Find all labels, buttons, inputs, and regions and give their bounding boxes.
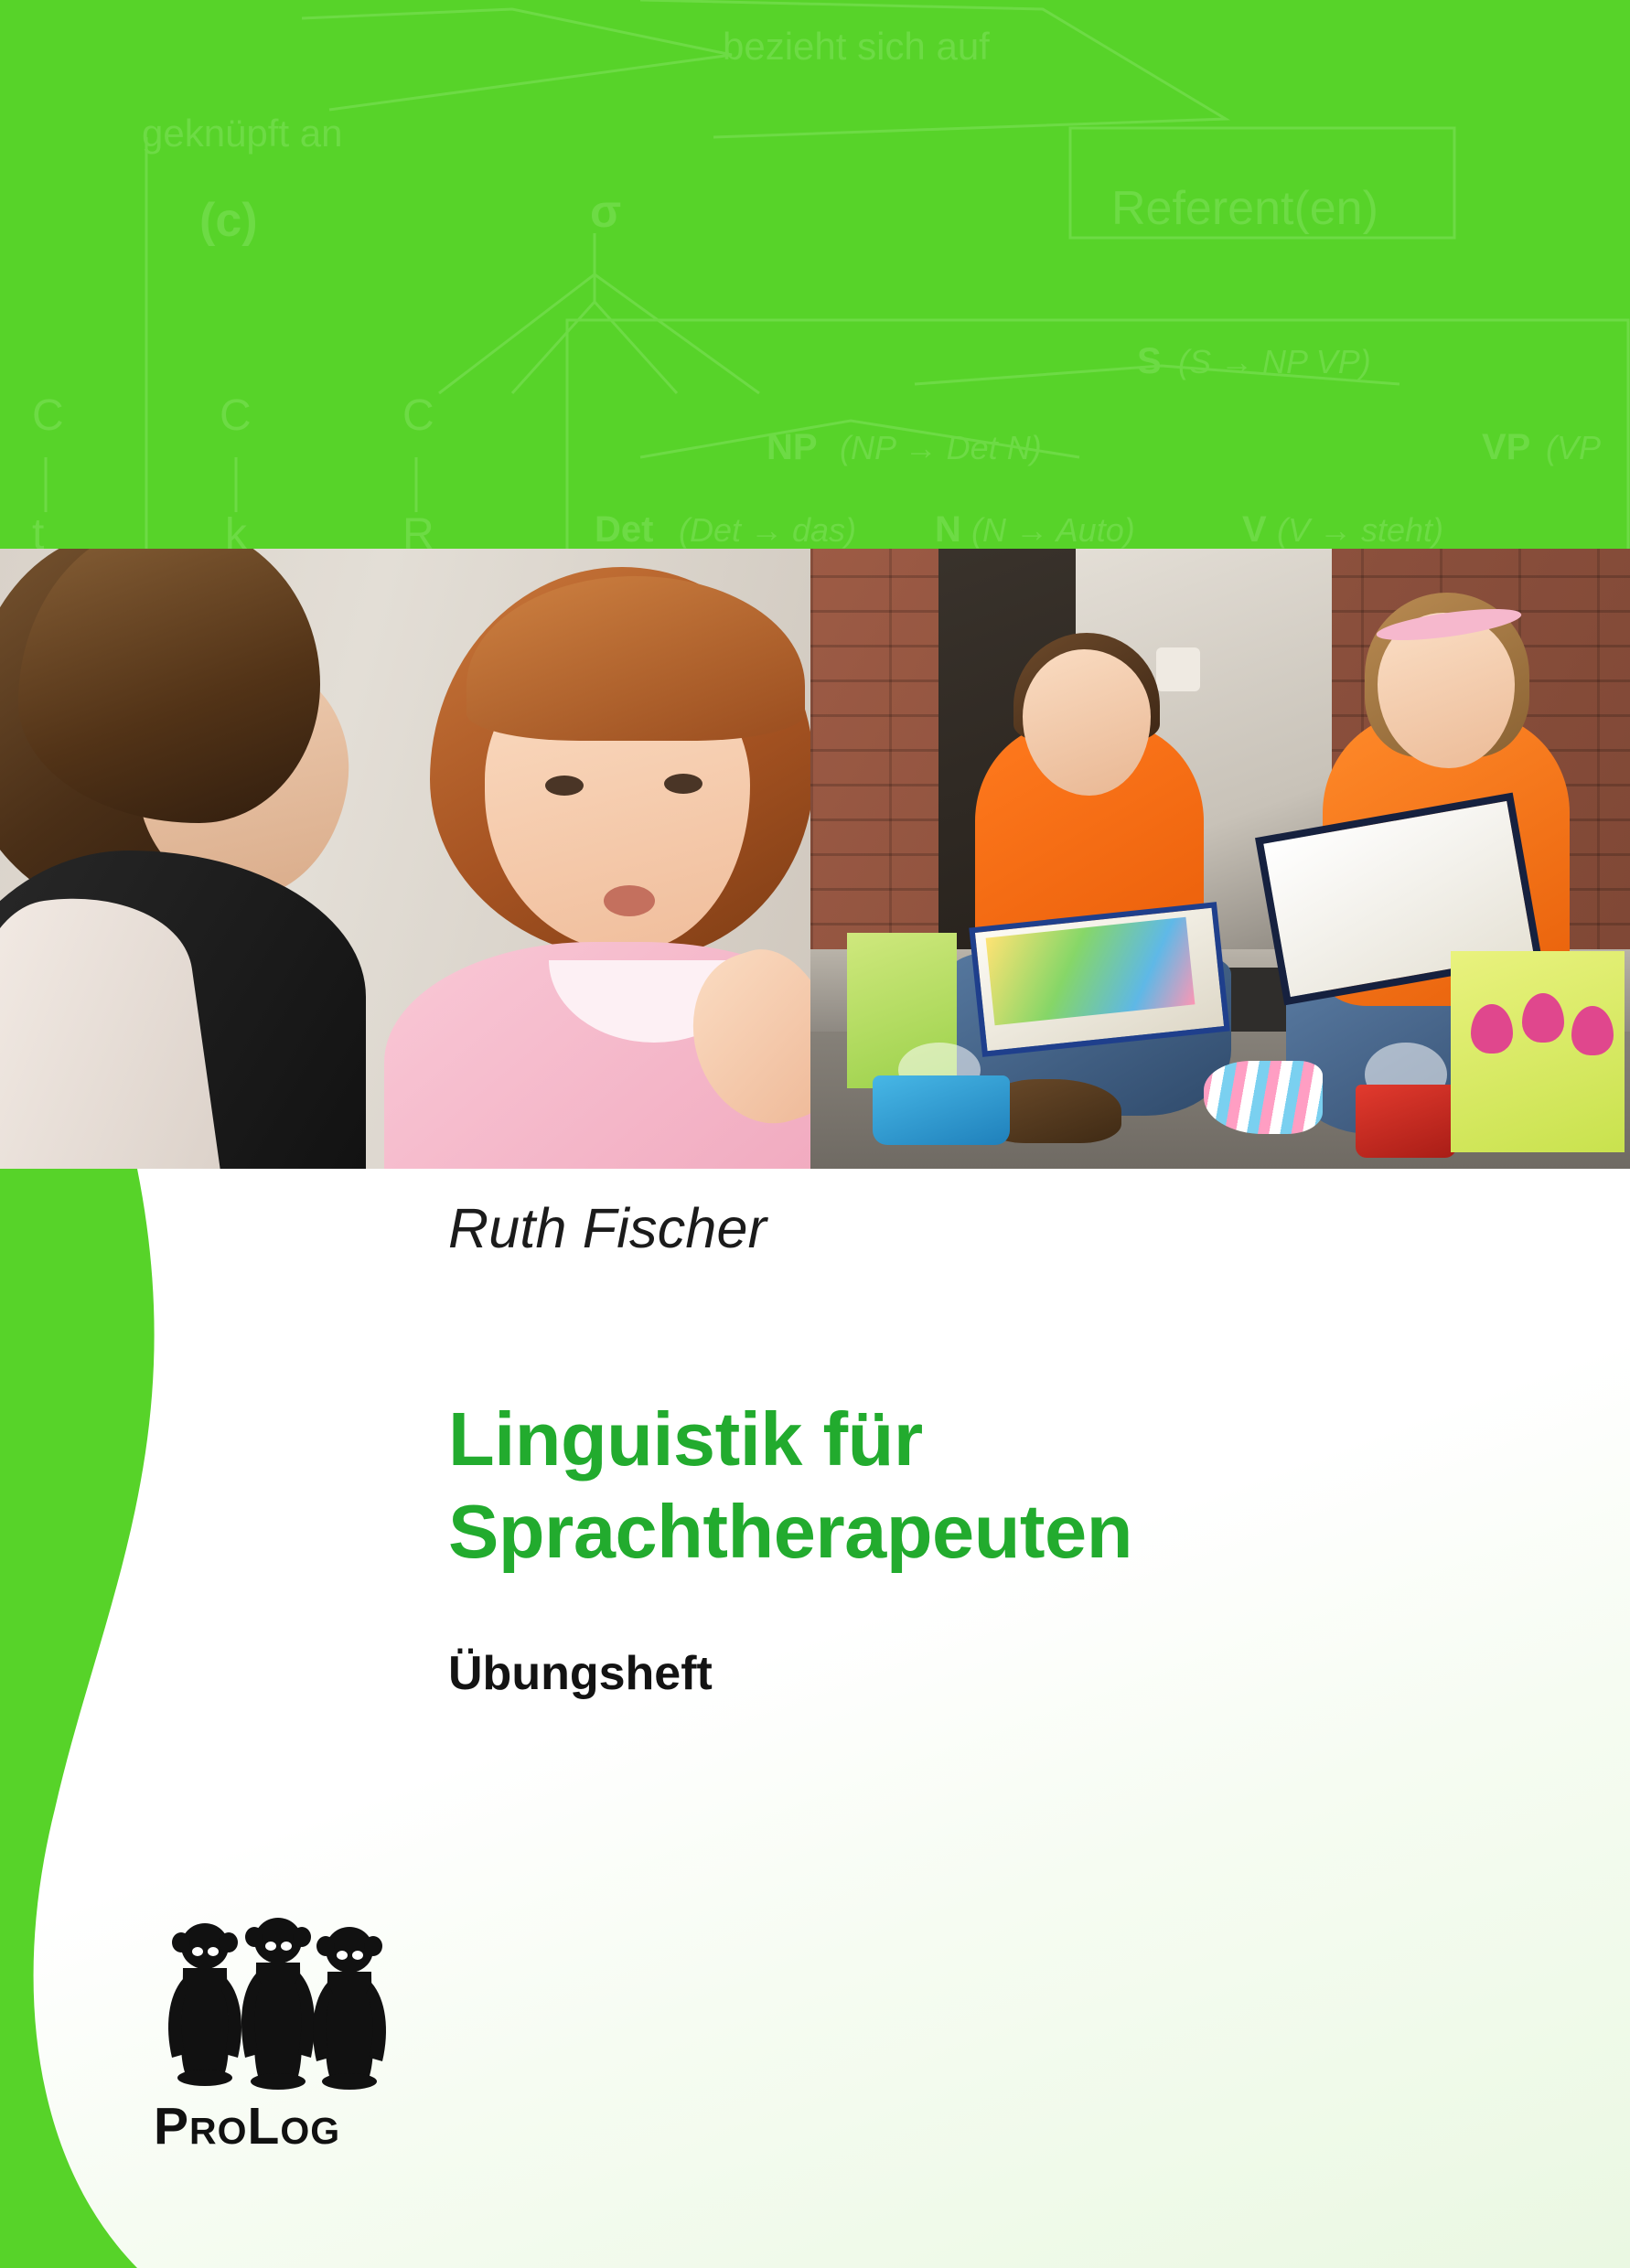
svg-text:C: C [402, 391, 434, 440]
svg-text:V: V [1242, 509, 1267, 549]
svg-text:bezieht sich auf: bezieht sich auf [723, 25, 990, 68]
publisher-name-l: L [247, 2097, 281, 2156]
publisher-name-og: OG [280, 2110, 341, 2152]
svg-text:C: C [32, 391, 64, 440]
publisher-logo [154, 1911, 501, 2186]
photo-therapist-and-child [0, 549, 810, 1169]
svg-text:Det: Det [595, 509, 654, 549]
book-title-line-2: Sprachtherapeuten [448, 1489, 1132, 1575]
svg-text:C: C [220, 391, 252, 440]
publisher-name-p: P [154, 2097, 190, 2156]
cover-text-block [448, 1196, 1546, 1701]
book-title [448, 1393, 1546, 1578]
cover-photo-strip [0, 549, 1630, 1169]
svg-text:N: N [935, 509, 961, 549]
book-subtitle: Übungsheft [448, 1646, 713, 1700]
three-monkeys-icon [161, 1911, 399, 2090]
svg-text:NP: NP [767, 427, 818, 467]
photo-children-reading [810, 549, 1630, 1169]
svg-text:k: k [225, 510, 247, 549]
svg-text:(Det → das): (Det → das) [679, 511, 857, 549]
svg-text:(c): (c) [199, 194, 258, 247]
svg-text:S: S [1137, 341, 1162, 381]
book-title-line-1: Linguistik für [448, 1396, 923, 1482]
svg-text:(S → NP VP): (S → NP VP) [1178, 343, 1371, 380]
svg-text:(VP: (VP [1546, 429, 1602, 466]
svg-text:σ: σ [590, 186, 622, 237]
author-name: Ruth Fischer [448, 1197, 767, 1259]
svg-text:(N → Auto): (N → Auto) [971, 511, 1135, 549]
publisher-name [154, 2096, 340, 2156]
svg-text:R: R [402, 510, 434, 549]
svg-text:geknüpft an: geknüpft an [142, 112, 343, 155]
svg-text:(V → steht): (V → steht) [1277, 511, 1444, 549]
svg-text:VP: VP [1482, 427, 1531, 467]
svg-text:Referent(en): Referent(en) [1111, 182, 1378, 235]
svg-text:t: t [32, 510, 45, 549]
svg-text:(NP → Det N): (NP → Det N) [840, 429, 1042, 466]
publisher-name-ro: RO [189, 2110, 248, 2152]
top-banner [0, 0, 1630, 549]
linguistic-tree-background-icon [0, 0, 1630, 549]
